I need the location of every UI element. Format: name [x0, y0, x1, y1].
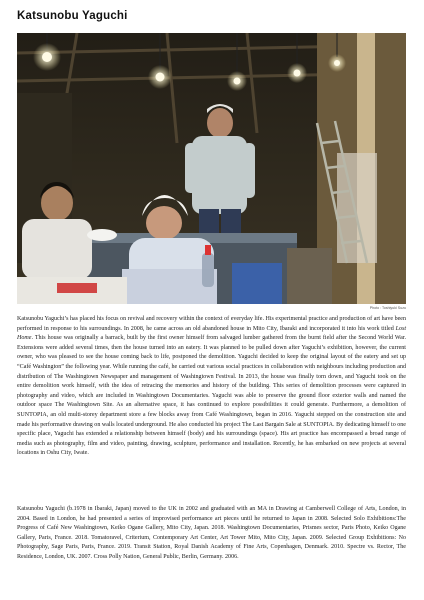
- artist-name: Katsunobu Yaguchi: [17, 10, 128, 22]
- bio-paragraph-1-rest: . This house was originally a barrack, built by the first owner himself from salvaged lumber gathered from the burnt field after the Second World War. Extensions were added several times, then the house turned into an eatery. It was planned to be pulled down after Yaguchi’s exhibition, however, the current owner, who was pleased to see the house coming back to life, postponed the demolition. Yaguchi decided to keep the original layout of the eatery and set up “Café Washington” the following year. While running the café, he carried out various social practices in collaboration with neighbours including production and distribution of The Washingtown Newspaper and management of Washingtown Festival. In 2013, the house was finally torn down, and Yaguchi took on the entire demolition work himself, with the idea of retracing the memories and history of the building. This series of demolition processes were captured in photography and video, which are included in Washingtown Documentaries. Yaguchi was able to preserve the ground floor exterior walls and named the outdoor space The Washingtown Site. As an alternative space, it has continued to explore possibilities it could generate. Furthermore, a demolition of SUNTOPIA, an old multi-storey department store a few blocks away from Café Washingtown, began in 2016. Yaguchi stepped on the construction site and made his performative drawing on walls located underground. He also conducted his project The Last Bargain Sale at SUNTOPIA. By dedicating himself to one specific place, Yaguchi has extended a relationship between himself (body) and his surroundings (space). His art practice has encompassed a broad range of media such as photography, film and video, painting, drawing, sculpture, performance and installation. Recently, he has embarked on new projects at several locations in Oshu City, Iwate.: [17, 335, 406, 457]
- photo-credit: Photo : Toshiyuki Suzu: [369, 306, 406, 310]
- bio-paragraph-2: Katsunobu Yaguchi (b.1978 in Ibaraki, Japan) moved to the UK in 2002 and graduated with an MA in Drawing at Camberwell College of Arts, London, in 2004. Based in London, he had presented a series of improvised performance art pieces until he returned to Japan in 2008. Selected Solo Exhibitions:The Progress of Café New Washingtown, Keiko Ogane Gallery, Mito City, Japan. 2018. Washingtown Documentaries, Prismes sector, Paris Photo, Keiko Ogane Gallery, Paris, France. 2018. Tomatoravel, Criterium, Contemporary Art Center, Art Tower Mito, Mito City, Japan. 2009. Selected Group Exhibitions: No Photography, Sage Paris, Paris, France. 2019. Transit Station, Royal Danish Academy of Fine Arts, Copenhagen, Denmark. 2010. Spectre vs. Rector, The Residence, London, UK. 2007. Cross Polly Nation, General Public, Berlin, Germany. 2006.: [17, 506, 406, 560]
- workshop-photo: [17, 33, 406, 304]
- bio-paragraph-1-lead: Katsunobu Yaguchi’s has placed his focus on revival and recovery within the context of everyday life. His experimental practice and production of art have been performed in response to his surroundings. In 2008, he came across an old abandoned house in Mito City, Ibaraki and incorporated it into his work titled: [17, 316, 406, 332]
- bio-paragraph-1: [17, 315, 406, 459]
- work-title-lost-home: Lost Home: [17, 325, 406, 342]
